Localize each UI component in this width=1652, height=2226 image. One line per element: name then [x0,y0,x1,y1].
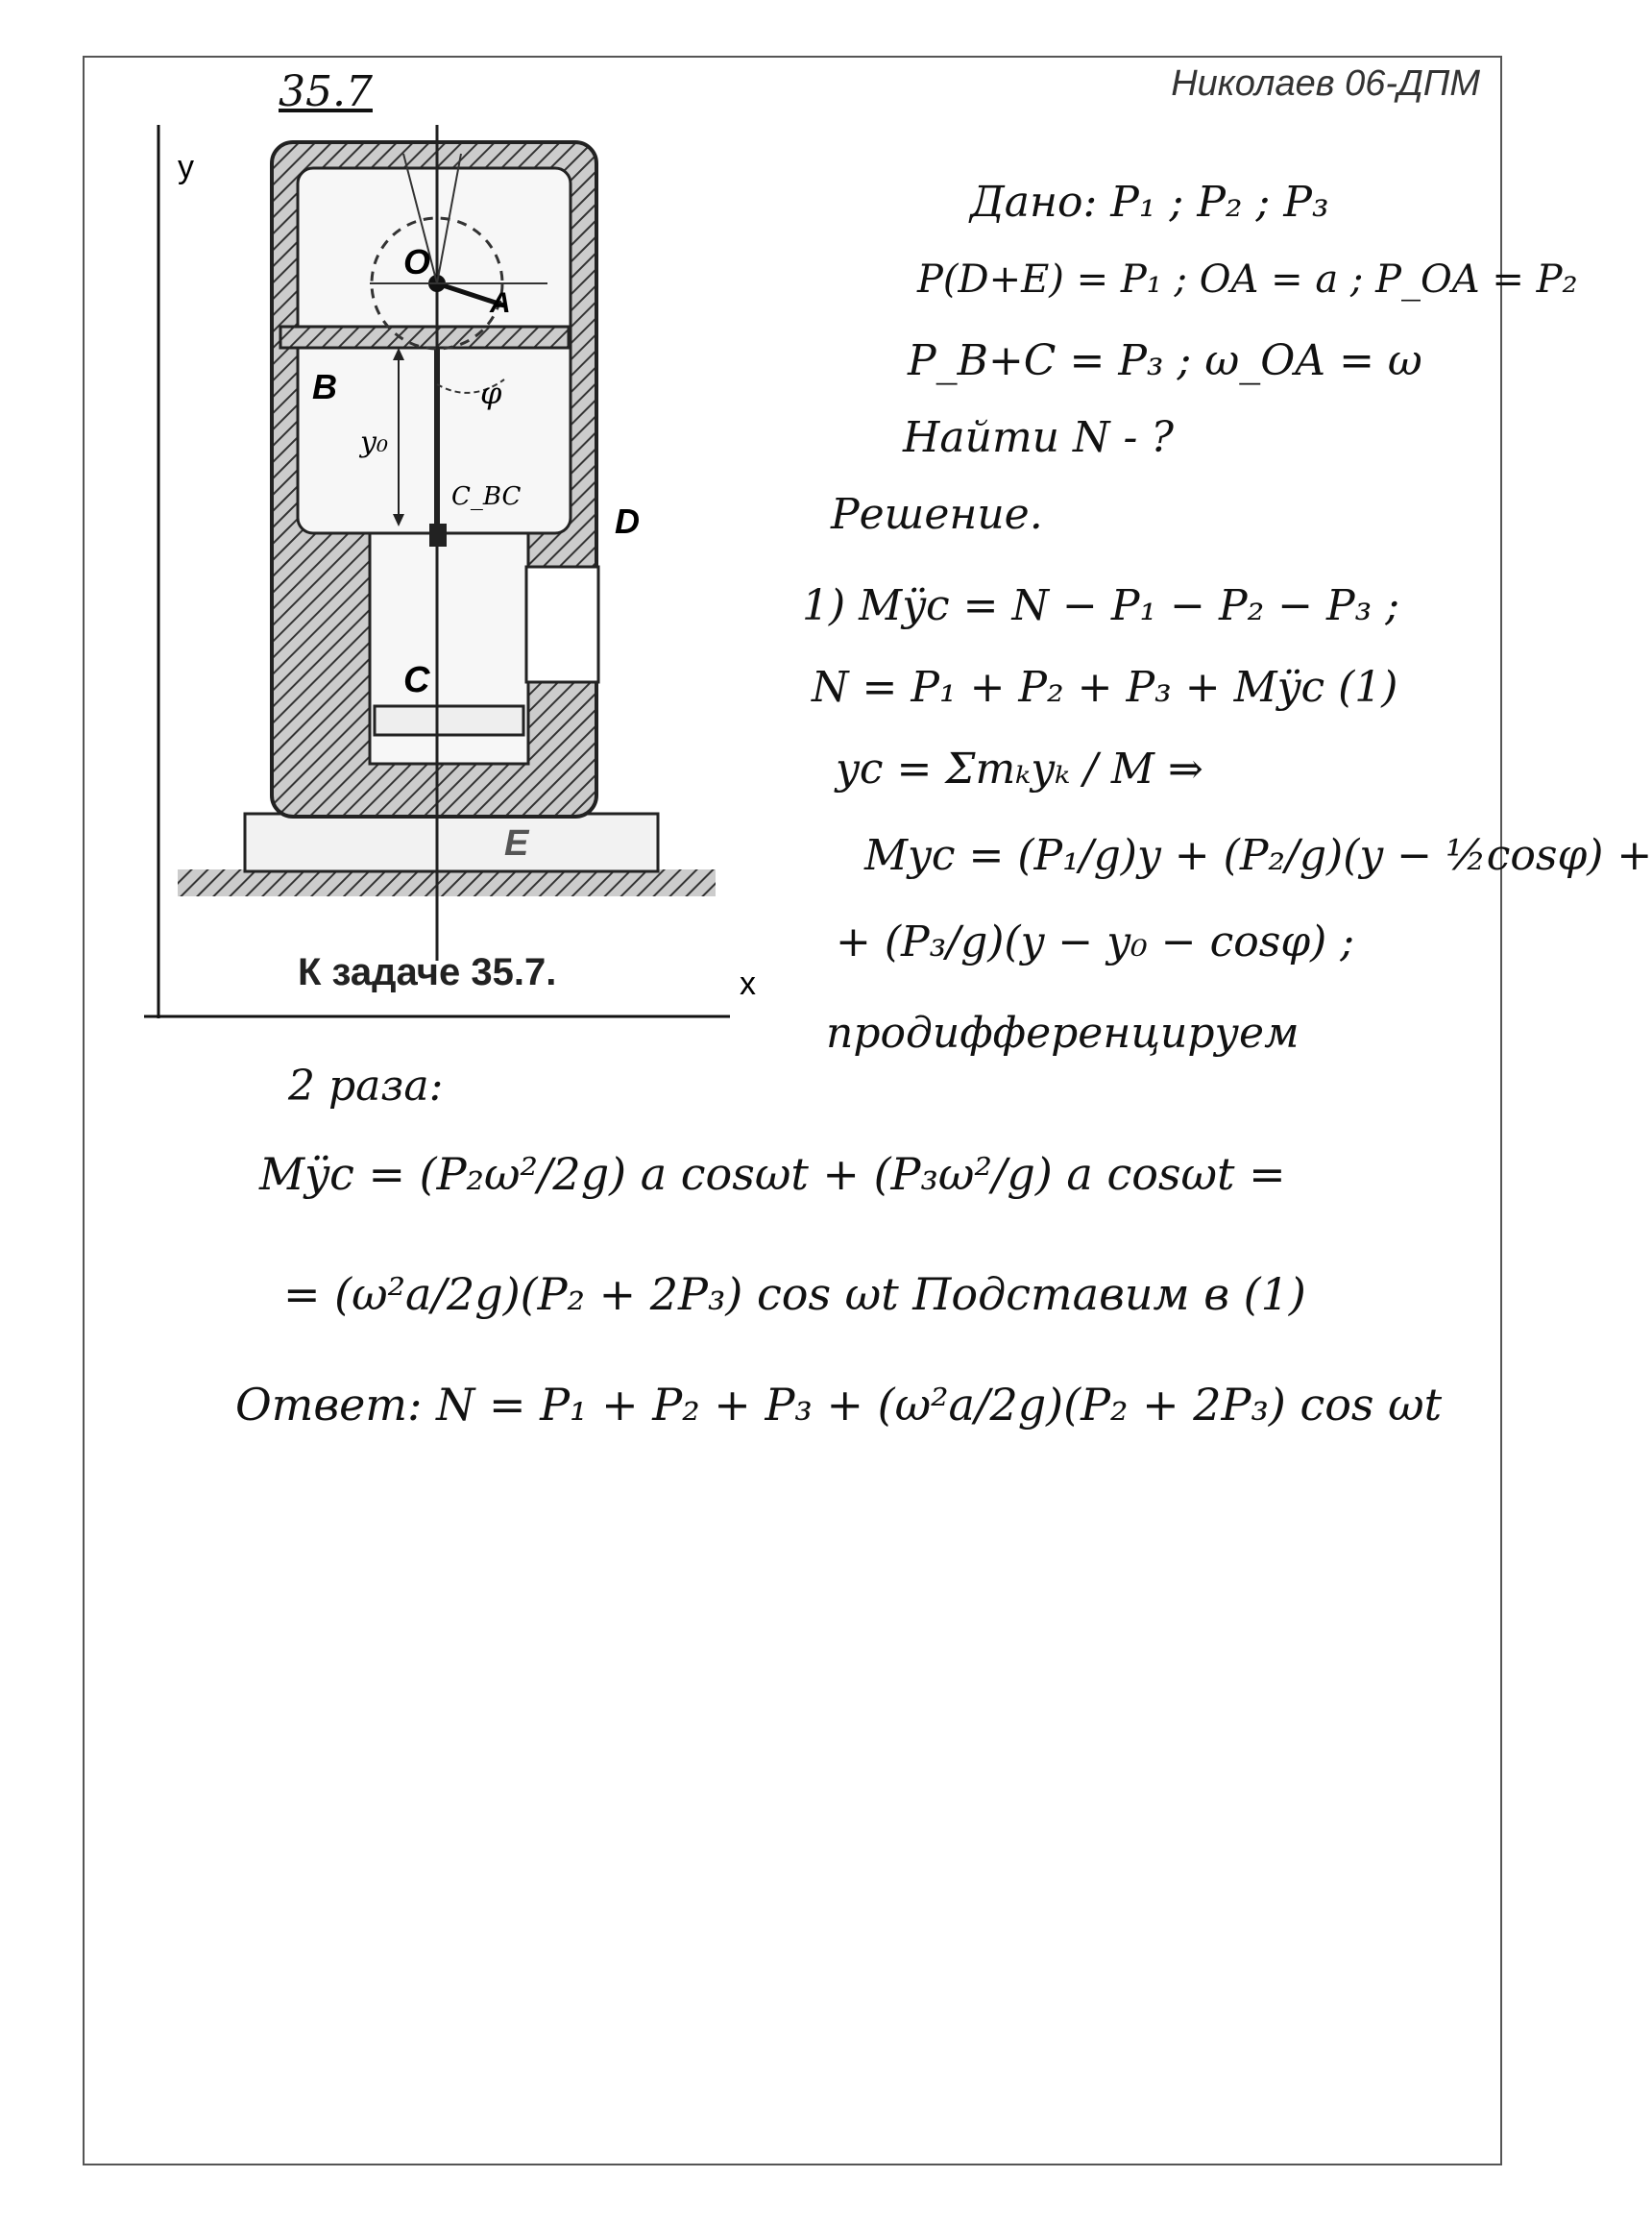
solution-title: Решение. [831,490,1043,539]
author-label: Николаев 06-ДПМ [1171,63,1480,104]
label-O: O [403,242,431,281]
given-line-2: P(D+E) = P₁ ; OA = a ; P_OA = P₂ [917,257,1578,302]
equation-8: Mÿc = (P₂ω²/2g) a cosωt + (P₃ω²/g) a cosωt = [259,1148,1286,1200]
equation-7: 2 раза: [288,1062,444,1111]
label-y: y [178,149,194,185]
label-D: D [615,501,640,541]
label-C: C [403,660,430,700]
given-line-1: Дано: P₁ ; P₂ ; P₃ [970,178,1329,227]
answer: Ответ: N = P₁ + P₂ + P₃ + (ω²a/2g)(P₂ + 2P₃) cos ωt [235,1379,1443,1431]
base-E [245,814,658,871]
label-A: A [490,287,511,319]
figure-caption: К задаче 35.7. [298,951,557,993]
equation-1: 1) Mÿc = N − P₁ − P₂ − P₃ ; [802,581,1400,630]
label-cbc: C_BC [451,482,522,511]
label-x: x [740,966,756,1002]
equation-2: N = P₁ + P₂ + P₃ + Mÿc (1) [812,663,1398,712]
equation-9: = (ω²a/2g)(P₂ + 2P₃) cos ωt Подставим в (1) [283,1268,1306,1320]
equation-4: Myc = (P₁/g)y + (P₂/g)(y − ½cosφ) + [864,831,1652,880]
given-line-3: P_B+C = P₃ ; ω_OA = ω [908,336,1422,385]
label-y0: y₀ [360,426,388,459]
piston-C [375,706,523,735]
equation-6: продифференцируем [826,1009,1300,1058]
slider-B [280,327,569,348]
joint-CBC [429,524,447,547]
side-port [526,567,598,682]
label-E: E [504,823,529,864]
label-B: B [312,367,337,406]
problem-number: 35.7 [279,67,373,116]
equation-3: yc = Σmₖyₖ / M ⇒ [836,745,1203,794]
find-line: Найти N - ? [903,413,1174,462]
ground [178,869,716,896]
label-phi: φ [480,375,502,411]
equation-5: + (P₃/g)(y − y₀ − cosφ) ; [836,917,1355,966]
